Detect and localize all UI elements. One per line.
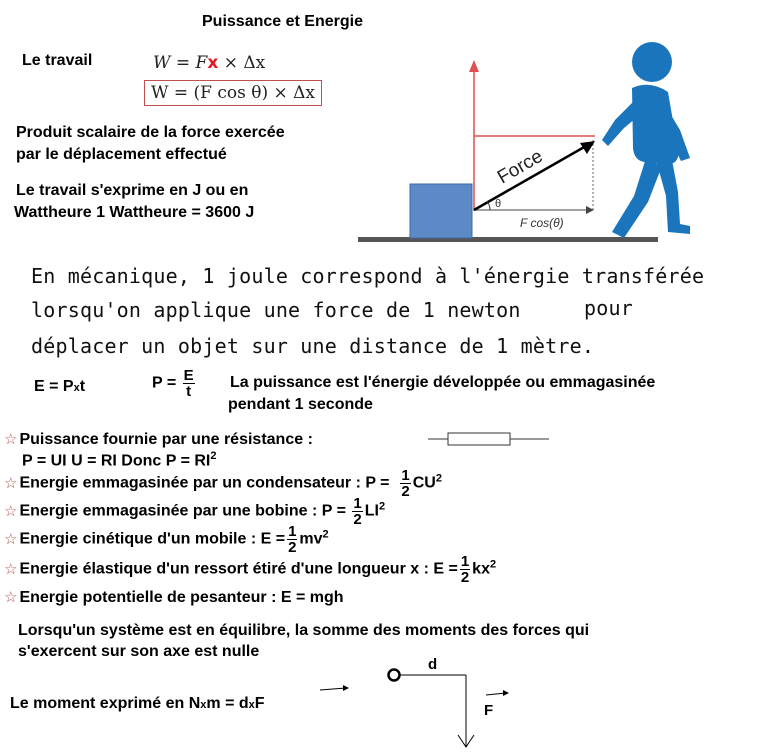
e-eq: E = P: [34, 378, 74, 395]
cinetique-var: mv: [299, 530, 323, 548]
fcos-label: F cos(θ): [520, 216, 564, 230]
scalaire-line-2: par le déplacement effectué: [16, 146, 227, 163]
elastique-text: Energie élastique d'un ressort étiré d'une longueur x : E =: [19, 560, 458, 578]
elastique-var: kx: [472, 560, 490, 578]
cinetique-text: Energie cinétique d'un mobile : E =: [19, 530, 286, 548]
star-icon: ☆: [4, 589, 18, 606]
exp-2: 2: [489, 558, 497, 571]
half-fraction: [400, 468, 410, 499]
travail-label: Le travail: [22, 52, 93, 69]
half-num: 1: [401, 467, 410, 484]
e-x: x: [73, 382, 80, 394]
moment-x2: x: [248, 699, 255, 711]
moment-x: x: [200, 699, 207, 711]
work-formula-1: [153, 53, 265, 73]
star-icon: ☆: [4, 530, 18, 548]
half-den: 2: [353, 511, 362, 528]
moment-text-a: Le moment exprimé en N: [10, 695, 201, 712]
potentielle-item: [4, 588, 344, 607]
moment-f: F: [254, 695, 265, 712]
formula-red-x: x: [207, 53, 219, 73]
condensateur-text: Energie emmagasinée par un condensateur : P =: [19, 474, 390, 492]
moment-text-b: m = d: [206, 695, 249, 712]
half-num: 1: [460, 553, 470, 570]
pushed-box: [410, 184, 472, 238]
mecanique-line-2: lorsqu'on applique une force de 1 newton: [31, 298, 521, 322]
cinetique-item: [4, 524, 329, 555]
half-num: 1: [353, 495, 362, 512]
theta-label: θ: [495, 198, 502, 210]
scalaire-line-1: Produit scalaire de la force exercée: [16, 124, 285, 141]
force-label: Force: [494, 145, 547, 189]
equilibre-line-2: s'exercent sur son axe est nulle: [18, 643, 260, 660]
condensateur-item: [4, 468, 442, 499]
star-icon: ☆: [4, 431, 18, 448]
formula-eq: =: [170, 53, 196, 73]
exp-2: 2: [378, 500, 386, 513]
p-eq: P =: [152, 374, 177, 392]
page-title: Puissance et Energie: [202, 13, 363, 30]
resistance-formula-text: P = UI U = RI Donc P = RI: [22, 452, 211, 470]
work-formula-2: W = (F cos θ) × Δx: [144, 80, 322, 106]
ground: [358, 237, 658, 242]
energy-formula: [34, 378, 85, 396]
power-formula: [152, 368, 197, 399]
p-den: t: [186, 383, 192, 400]
exp-2: 2: [435, 472, 442, 485]
base-arrow-head: [586, 206, 594, 214]
resistance-exp: 2: [210, 450, 217, 462]
half-fraction: [287, 524, 297, 555]
equilibre-line-1: Lorsqu'un système est en équilibre, la somme des moments des forces qui: [18, 622, 590, 639]
half-den: 2: [288, 539, 297, 556]
pivot-icon: [389, 670, 400, 681]
resistor-icon: [428, 430, 550, 448]
elastique-item: [4, 554, 496, 585]
formula-f: F: [195, 53, 208, 73]
resistance-label: [4, 430, 313, 449]
condensateur-var: CU: [412, 474, 436, 492]
half-den: 2: [401, 483, 410, 500]
p-num: E: [183, 367, 194, 384]
half-num: 1: [288, 523, 297, 540]
bobine-item: [4, 496, 385, 527]
star-icon: ☆: [4, 560, 18, 578]
e-t: t: [79, 378, 86, 395]
mecanique-line-2-pour: pour: [584, 296, 633, 320]
mecanique-line-3: déplacer un objet sur une distance de 1 mètre.: [31, 334, 595, 358]
vector-arrow-icon: [318, 682, 352, 694]
bobine-var: LI: [364, 502, 379, 520]
f-label: F: [484, 702, 494, 719]
unit-line-2: Wattheure 1 Wattheure = 3600 J: [14, 204, 255, 221]
d-label: d: [428, 656, 438, 673]
half-den: 2: [460, 569, 470, 586]
bobine-text: Energie emmagasinée par une bobine : P =: [19, 502, 346, 520]
vertical-arrow-head: [469, 60, 479, 72]
moment-label: [10, 695, 265, 713]
star-icon: ☆: [4, 502, 18, 520]
mecanique-line-1: En mécanique, 1 joule correspond à l'énergie transférée: [31, 264, 705, 288]
moment-diagram: [380, 655, 520, 753]
formula-rest: × Δx: [218, 53, 266, 73]
power-fraction: [183, 368, 195, 399]
power-desc-2: pendant 1 seconde: [228, 396, 373, 413]
half-fraction: [352, 496, 362, 527]
unit-line-1: Le travail s'exprime en J ou en: [16, 182, 249, 199]
half-fraction: [460, 554, 470, 585]
potentielle-text: Energie potentielle de pesanteur : E = mgh: [19, 589, 344, 606]
f-vector-head: [503, 690, 509, 696]
force-figure: [350, 0, 770, 255]
power-desc-1: La puissance est l'énergie développée ou emmagasinée: [230, 374, 656, 391]
resistance-text: Puissance fournie par une résistance :: [19, 431, 313, 448]
walker-icon: [602, 42, 690, 238]
exp-2: 2: [322, 528, 329, 541]
formula-w: W: [153, 53, 171, 73]
star-icon: ☆: [4, 474, 18, 492]
